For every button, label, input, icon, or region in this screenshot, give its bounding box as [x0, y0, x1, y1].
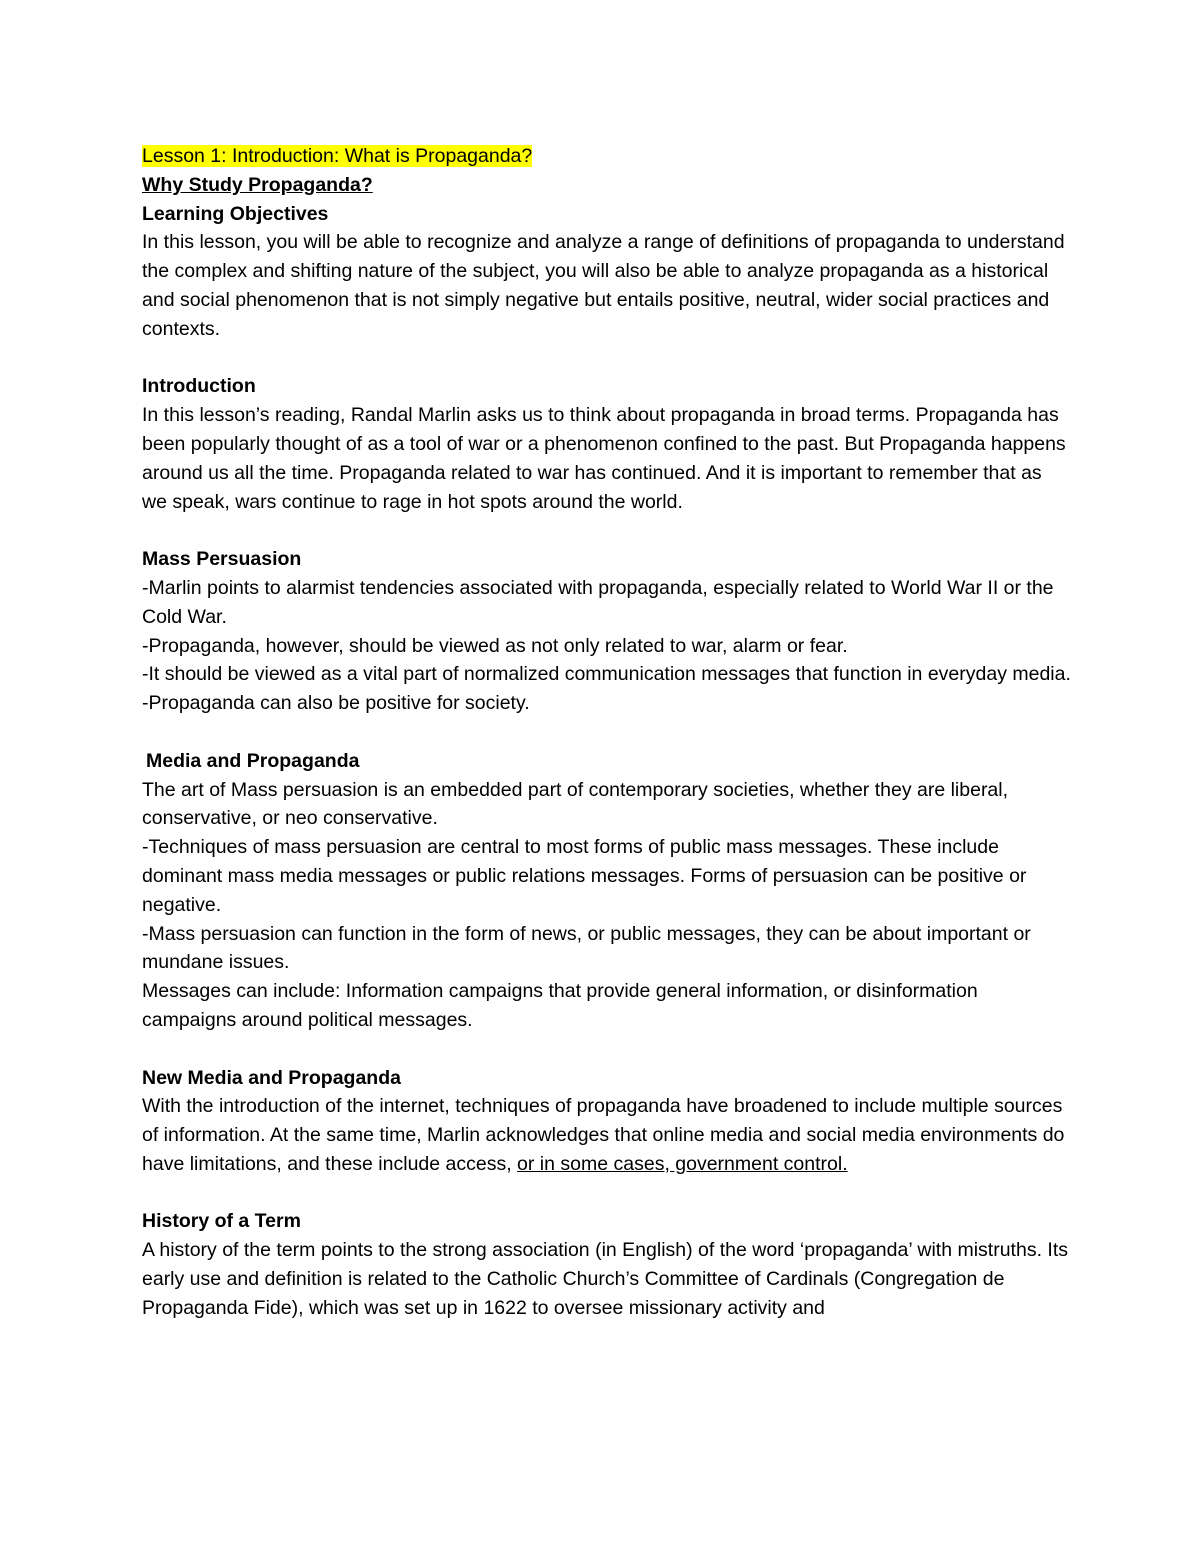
lesson-title: [142, 142, 1072, 171]
objectives-text: In this lesson, you will be able to recognize and analyze a range of definitions of propaganda to understand the complex and shifting nature of the subject, you will also be able to analyze propaganda as a historical and social phenomenon that is not simply negative but entails positive, neutral, wider social practices and contexts.: [142, 231, 1065, 340]
mass-persuasion-item: -Propaganda, however, should be viewed as not only related to war, alarm or fear.: [142, 634, 848, 657]
mass-persuasion-item: -Propaganda can also be positive for society.: [142, 692, 530, 715]
introduction-heading: Introduction: [142, 375, 256, 398]
media-propaganda-item: -Mass persuasion can function in the form of news, or public messages, they can be about important or mundane issues.: [142, 922, 1031, 974]
spacer: [142, 1179, 1072, 1208]
history-text: A history of the term points to the strong association (in English) of the word ‘propaganda’ with mistruths. Its early use and definition is related to the Catholic Church’s Committee of Cardinals (Congregation de Propaganda Fide), which was set up in 1622 to oversee missionary activity and: [142, 1239, 1068, 1319]
mass-persuasion-item: -It should be viewed as a vital part of normalized communication messages that function in everyday media.: [142, 663, 1071, 686]
mass-persuasion-item: -Marlin points to alarmist tendencies associated with propaganda, especially related to World War II or the Cold War.: [142, 576, 1054, 628]
media-propaganda-heading: Media and Propaganda: [146, 749, 360, 772]
media-propaganda-item: -Techniques of mass persuasion are central to most forms of public mass messages. These include dominant mass media messages or public relations messages. Forms of persuasion can be positive or negative.: [142, 836, 1027, 916]
why-study-heading: Why Study Propaganda?: [142, 173, 373, 196]
new-media-text: With the introduction of the internet, techniques of propaganda have broadened to include multiple sources of information. At the same time, Marlin acknowledges that online media and social media environments do have limitations, and these include access,: [142, 1095, 1065, 1175]
spacer: [142, 718, 1072, 747]
document-page: [142, 142, 1072, 1323]
mass-persuasion-heading: Mass Persuasion: [142, 548, 302, 571]
lesson-title-text: Lesson 1: Introduction: What is Propaganda?: [142, 145, 533, 167]
history-heading: History of a Term: [142, 1210, 301, 1233]
media-propaganda-item: Messages can include: Information campaigns that provide general information, or disinformation campaigns around political messages.: [142, 980, 978, 1031]
media-propaganda-item: The art of Mass persuasion is an embedded part of contemporary societies, whether they are liberal, conservative, or neo conservative.: [142, 778, 1009, 830]
spacer: [142, 516, 1072, 545]
objectives-heading: Learning Objectives: [142, 202, 329, 225]
new-media-paragraph: [142, 1092, 1072, 1178]
introduction-text: In this lesson’s reading, Randal Marlin asks us to think about propaganda in broad terms. Propaganda has been popularly thought of as a tool of war or a phenomenon confined to the past. But Propaganda happens around us all the time. Propaganda related to war has continued. And it is important to remember that as we speak, wars continue to rage in hot spots around the world.: [142, 404, 1066, 513]
spacer: [142, 1035, 1072, 1064]
new-media-underlined: or in some cases, government control.: [517, 1152, 848, 1175]
spacer: [142, 344, 1072, 373]
new-media-heading: New Media and Propaganda: [142, 1066, 401, 1089]
